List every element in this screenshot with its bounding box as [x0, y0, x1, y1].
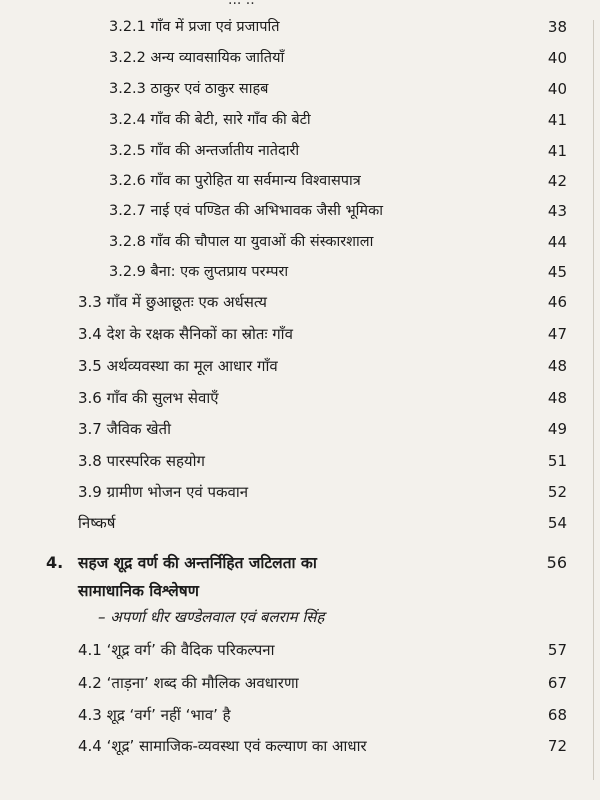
toc-entry-page: 72	[547, 737, 567, 755]
toc-entry	[0, 138, 600, 164]
toc-entry-label: 3.2.3 ठाकुर एवं ठाकुर साहब	[109, 81, 269, 97]
toc-entry-page: 57	[547, 641, 567, 659]
toc-entry-label: 3.2.4 गाँव की बेटी, सारे गाँव की बेटी	[109, 112, 311, 128]
toc-entry-label: 3.6 गाँव की सुलभ सेवाएँ	[78, 389, 219, 407]
toc-entry-label: 3.2.9 बैना: एक लुप्तप्राय परम्परा	[109, 264, 289, 280]
toc-entry-page: 48	[547, 389, 567, 407]
toc-entry-label: 3.8 पारस्परिक सहयोग	[78, 452, 205, 470]
toc-entry-page: 44	[547, 233, 567, 251]
chapter-page: 56	[546, 553, 567, 572]
toc-entry-page: 43	[547, 202, 567, 220]
toc-entry	[0, 198, 600, 224]
toc-entry-label: 4.3 शूद्र ‘वर्ग’ नहीं ‘भाव’ है	[78, 706, 231, 724]
toc-entry	[0, 289, 600, 315]
toc-entry-label: 3.2.1 गाँव में प्रजा एवं प्रजापति	[109, 19, 280, 35]
toc-entry-label: 3.3 गाँव में छुआछूतः एक अर्धसत्य	[78, 293, 267, 311]
toc-entry-page: 67	[547, 674, 567, 692]
toc-entry	[0, 107, 600, 133]
toc-entry	[0, 353, 600, 379]
toc-entry	[0, 733, 600, 759]
toc-entry-page: 40	[547, 49, 567, 67]
toc-entry-label: 3.2.6 गाँव का पुरोहित या सर्वमान्य विश्वासपात्र	[109, 173, 361, 189]
toc-entry-page: 68	[547, 706, 567, 724]
toc-entry-label: 3.4 देश के रक्षक सैनिकों का स्रोतः गाँव	[78, 325, 293, 343]
toc-entry	[0, 510, 600, 536]
toc-entry-label: निष्कर्ष	[78, 514, 116, 532]
toc-entry	[0, 229, 600, 255]
toc-entry-page: 47	[547, 325, 567, 343]
toc-entry	[0, 702, 600, 728]
chapter-title-line1: सहज शूद्र वर्ण की अन्तर्निहित जटिलता का	[78, 554, 317, 572]
toc-entry	[0, 416, 600, 442]
toc-entry	[0, 637, 600, 663]
toc-entry-label: 4.4 ‘शूद्र’ सामाजिक-व्यवस्था एवं कल्याण का आधार	[78, 737, 367, 755]
toc-entry-label: 3.2.2 अन्य व्यावसायिक जातियाँ	[109, 50, 285, 66]
toc-entry-label: 3.7 जैविक खेती	[78, 420, 171, 438]
toc-entry-label: 3.2.8 गाँव की चौपाल या युवाओं की संस्कारशाला	[109, 234, 374, 250]
toc-entry-label: 3.2.7 नाई एवं पण्डित की अभिभावक जैसी भूमिका	[109, 203, 383, 219]
toc-entry	[0, 321, 600, 347]
toc-entry	[0, 168, 600, 194]
toc-entry-page: 40	[547, 80, 567, 98]
chapter-author: – अपर्णा धीर खण्डेलवाल एवं बलराम सिंह	[98, 608, 325, 626]
toc-entry	[0, 385, 600, 411]
toc-entry	[0, 76, 600, 102]
toc-entry-label: 3.2.5 गाँव की अन्तर्जातीय नातेदारी	[109, 143, 300, 159]
chapter-number: 4.	[46, 553, 64, 572]
toc-entry-page: 42	[547, 172, 567, 190]
toc-entry-page: 46	[547, 293, 567, 311]
toc-entry	[0, 670, 600, 696]
toc-entry-page: 41	[547, 142, 567, 160]
toc-entry-label: 4.1 ‘शूद्र वर्ग’ की वैदिक परिकल्पना	[78, 641, 275, 659]
toc-entry-page: 38	[547, 18, 567, 36]
top-text-fragment: ... ..	[228, 0, 255, 8]
toc-entry-page: 41	[547, 111, 567, 129]
toc-entry	[0, 479, 600, 505]
toc-entry-page: 51	[547, 452, 567, 470]
toc-entry	[0, 448, 600, 474]
toc-entry-label: 3.5 अर्थव्यवस्था का मूल आधार गाँव	[78, 357, 278, 375]
toc-entry-page: 52	[547, 483, 567, 501]
toc-entry-page: 54	[547, 514, 567, 532]
chapter-title-line2: सामाधानिक विश्लेषण	[78, 582, 199, 600]
toc-entry-page: 48	[547, 357, 567, 375]
toc-entry-label: 3.9 ग्रामीण भोजन एवं पकवान	[78, 483, 249, 501]
toc-entry-page: 49	[547, 420, 567, 438]
toc-entry	[0, 259, 600, 285]
toc-entry	[0, 14, 600, 40]
toc-entry-label: 4.2 ‘ताड़ना’ शब्द की मौलिक अवधारणा	[78, 674, 299, 692]
toc-entry-page: 45	[547, 263, 567, 281]
toc-entry	[0, 45, 600, 71]
